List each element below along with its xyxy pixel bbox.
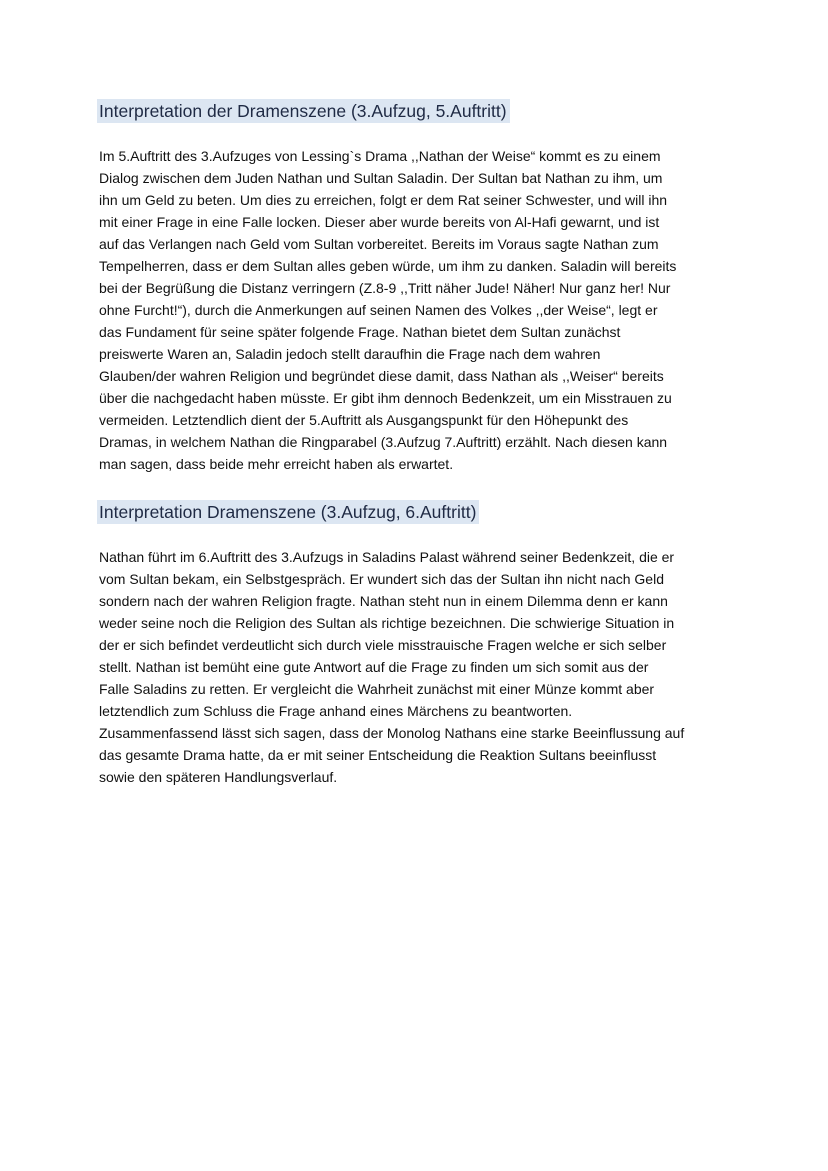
paragraph-line: weder seine noch die Religion des Sultan als richtige bezeichnen. Die schwierige Situation in xyxy=(99,615,675,631)
section-paragraph-1 xyxy=(99,145,735,475)
paragraph-line: mit einer Frage in eine Falle locken. Dieser aber wurde bereits von Al-Hafi gewarnt, und ist xyxy=(99,214,660,230)
paragraph-line: ohne Furcht!“), durch die Anmerkungen auf seinen Namen des Volkes ,,der Weise“, legt er xyxy=(99,302,658,318)
section-heading-1: Interpretation der Dramenszene (3.Aufzug, 5.Auftritt) xyxy=(97,99,510,123)
paragraph-line: Im 5.Auftritt des 3.Aufzuges von Lessing`s Drama ,,Nathan der Weise“ kommt es zu einem xyxy=(99,148,661,164)
paragraph-line: sondern nach der wahren Religion fragte. Nathan steht nun in einem Dilemma denn er kann xyxy=(99,593,668,609)
paragraph-line: man sagen, dass beide mehr erreicht haben als erwartet. xyxy=(99,456,454,472)
paragraph-line: Dramas, in welchem Nathan die Ringparabel (3.Aufzug 7.Auftritt) erzählt. Nach diesen kann xyxy=(99,434,668,450)
paragraph-line: stellt. Nathan ist bemüht eine gute Antwort auf die Frage zu finden um sich somit aus der xyxy=(99,659,649,675)
section-heading-2: Interpretation Dramenszene (3.Aufzug, 6.Auftritt) xyxy=(97,500,479,524)
paragraph-line: sowie den späteren Handlungsverlauf. xyxy=(99,769,338,785)
paragraph-line: auf das Verlangen nach Geld vom Sultan vorbereitet. Bereits im Voraus sagte Nathan zum xyxy=(99,236,659,252)
paragraph-line: letztendlich zum Schluss die Frage anhand eines Märchens zu beantworten. xyxy=(99,703,573,719)
paragraph-line: vermeiden. Letztendlich dient der 5.Auftritt als Ausgangspunkt für den Höhepunkt des xyxy=(99,412,629,428)
paragraph-line: Tempelherren, dass er dem Sultan alles geben würde, um ihm zu danken. Saladin will bereits xyxy=(99,258,677,274)
paragraph-line: Falle Saladins zu retten. Er vergleicht die Wahrheit zunächst mit einer Münze kommt aber xyxy=(99,681,655,697)
paragraph-line: ihn um Geld zu beten. Um dies zu erreichen, folgt er dem Rat seiner Schwester, und will ihn xyxy=(99,192,668,208)
paragraph-line: Zusammenfassend lässt sich sagen, dass der Monolog Nathans eine starke Beeinflussung auf xyxy=(99,725,685,741)
paragraph-line: Dialog zwischen dem Juden Nathan und Sultan Saladin. Der Sultan bat Nathan zu ihm, um xyxy=(99,170,663,186)
paragraph-line: Glauben/der wahren Religion und begründet diese damit, dass Nathan als ,,Weiser“ bereits xyxy=(99,368,664,384)
paragraph-line: bei der Begrüßung die Distanz verringern (Z.8-9 ,,Tritt näher Jude! Näher! Nur ganz her! Nur xyxy=(99,280,671,296)
section-paragraph-2 xyxy=(99,546,735,788)
paragraph-line: vom Sultan bekam, ein Selbstgespräch. Er wundert sich das der Sultan ihn nicht nach Geld xyxy=(99,571,664,587)
paragraph-line: über die nachgedacht haben müsste. Er gibt ihm dennoch Bedenkzeit, um ein Misstrauen zu xyxy=(99,390,672,406)
paragraph-line: der er sich befindet verdeutlicht sich durch viele misstrauische Fragen welche er sich selber xyxy=(99,637,667,653)
paragraph-line: Nathan führt im 6.Auftritt des 3.Aufzugs in Saladins Palast während seiner Bedenkzeit, die er xyxy=(99,549,675,565)
paragraph-line: preiswerte Waren an, Saladin jedoch stellt daraufhin die Frage nach dem wahren xyxy=(99,346,601,362)
paragraph-line: das gesamte Drama hatte, da er mit seiner Entscheidung die Reaktion Sultans beeinflusst xyxy=(99,747,657,763)
paragraph-line: das Fundament für seine später folgende Frage. Nathan bietet dem Sultan zunächst xyxy=(99,324,621,340)
